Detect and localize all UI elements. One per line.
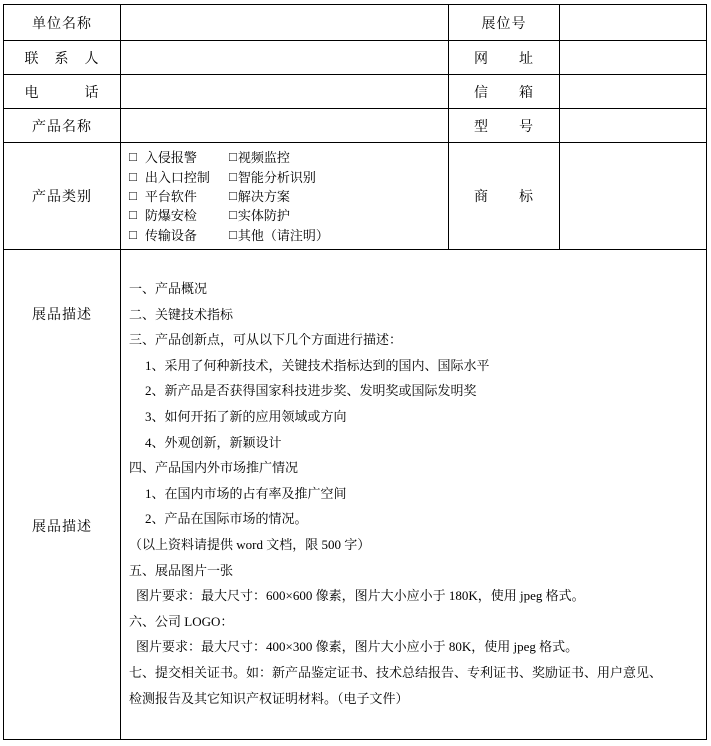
checkbox-icon[interactable]: □ (229, 207, 237, 223)
exhibit-description-label: 展品描述 (32, 520, 92, 535)
checkbox-icon[interactable]: □ (229, 226, 237, 242)
table-row (4, 250, 707, 740)
form-table (3, 4, 707, 740)
email-label: 信 箱 (449, 75, 560, 109)
checkbox-icon[interactable]: □ (129, 168, 137, 184)
option-label-video-surveillance: 视频监控 (237, 150, 290, 166)
checkbox-row (129, 147, 448, 166)
table-row (4, 5, 707, 41)
checkbox-icon[interactable]: □ (129, 149, 137, 165)
option-label-explosion-proof: 防爆安检 (144, 208, 197, 224)
description-line: 五、展品图片一张 (129, 562, 234, 578)
unit-name-field[interactable] (121, 5, 449, 41)
checkbox-icon[interactable]: □ (229, 168, 237, 184)
booth-number-label: 展位号 (449, 5, 560, 41)
description-line: 3、如何开拓了新的应用领域或方向 (145, 408, 347, 424)
option-label-physical-protection: 实体防护 (237, 208, 290, 224)
option-label-solutions: 解决方案 (237, 188, 290, 204)
checkbox-icon[interactable]: □ (129, 187, 137, 203)
booth-number-field[interactable] (560, 5, 707, 41)
trademark-label: 商 标 (449, 143, 560, 250)
model-label: 型 号 (449, 109, 560, 143)
description-label-cell (4, 250, 121, 740)
contact-person-field[interactable] (121, 41, 449, 75)
option-label-entrance-control: 出入口控制 (144, 169, 210, 185)
registration-form-table (3, 4, 707, 740)
description-line: 二、关键技术指标 (129, 306, 234, 322)
description-line: 六、公司 LOGO： (129, 613, 234, 629)
option-label-other: 其他（请注明） (237, 227, 329, 243)
table-row (4, 75, 707, 109)
checkbox-icon[interactable]: □ (229, 149, 237, 165)
phone-field[interactable] (121, 75, 449, 109)
contact-person-label: 联 系 人 (4, 41, 121, 75)
option-label-platform-software: 平台软件 (144, 188, 197, 204)
checkbox-icon[interactable]: □ (229, 187, 237, 203)
product-category-options (121, 143, 449, 250)
phone-label: 电 话 (4, 75, 121, 109)
description-line: 一、产品概况 (129, 281, 208, 296)
option-label-intelligent-analysis: 智能分析识别 (237, 169, 316, 185)
trademark-field[interactable] (560, 143, 707, 250)
model-field[interactable] (560, 109, 707, 143)
description-line: 2、产品在国际市场的情况。 (145, 511, 308, 527)
description-line: 检测报告及其它知识产权证明材料。（电子文件） (129, 690, 409, 706)
description-line: 图片要求：最大尺寸：600×600 像素，图片大小应小于 180K，使用 jpeg 格式。 (136, 588, 585, 604)
description-line: 三、产品创新点，可从以下几个方面进行描述： (129, 332, 403, 348)
description-line: 四、产品国内外市场推广情况 (129, 460, 299, 476)
option-label-transmission-equipment: 传输设备 (144, 227, 197, 243)
product-name-label: 产品名称 (4, 109, 121, 143)
unit-name-label: 单位名称 (4, 5, 121, 41)
checkbox-row (129, 186, 448, 205)
website-field[interactable] (560, 41, 707, 75)
checkbox-row (129, 225, 448, 244)
exhibit-description-label: 展品描述 (32, 308, 92, 323)
website-label: 网 址 (449, 41, 560, 75)
description-line: 1、采用了何种新技术，关键技术指标达到的国内、国际水平 (145, 357, 490, 373)
exhibit-description-field[interactable] (121, 250, 707, 740)
checkbox-row (129, 166, 448, 185)
product-category-label: 产品类别 (4, 143, 121, 250)
product-name-field[interactable] (121, 109, 449, 143)
description-line: 4、外观创新，新颖设计 (145, 434, 282, 450)
table-row (4, 143, 707, 250)
checkbox-row (129, 205, 448, 224)
description-line: 1、在国内市场的占有率及推广空间 (145, 485, 347, 501)
table-row (4, 109, 707, 143)
table-row (4, 41, 707, 75)
email-field[interactable] (560, 75, 707, 109)
checkbox-icon[interactable]: □ (129, 226, 137, 242)
checkbox-icon[interactable]: □ (129, 207, 137, 223)
description-line: （以上资料请提供 word 文档，限 500 字） (129, 536, 371, 552)
description-line: 2、新产品是否获得国家科技进步奖、发明奖或国际发明奖 (145, 383, 477, 399)
description-line: 七、提交相关证书。如：新产品鉴定证书、技术总结报告、专利证书、奖励证书、用户意见、 (129, 664, 663, 680)
description-line: 图片要求：最大尺寸：400×300 像素，图片大小应小于 80K，使用 jpeg 格式。 (136, 639, 579, 655)
option-label-intrusion-alarm: 入侵报警 (144, 150, 197, 166)
